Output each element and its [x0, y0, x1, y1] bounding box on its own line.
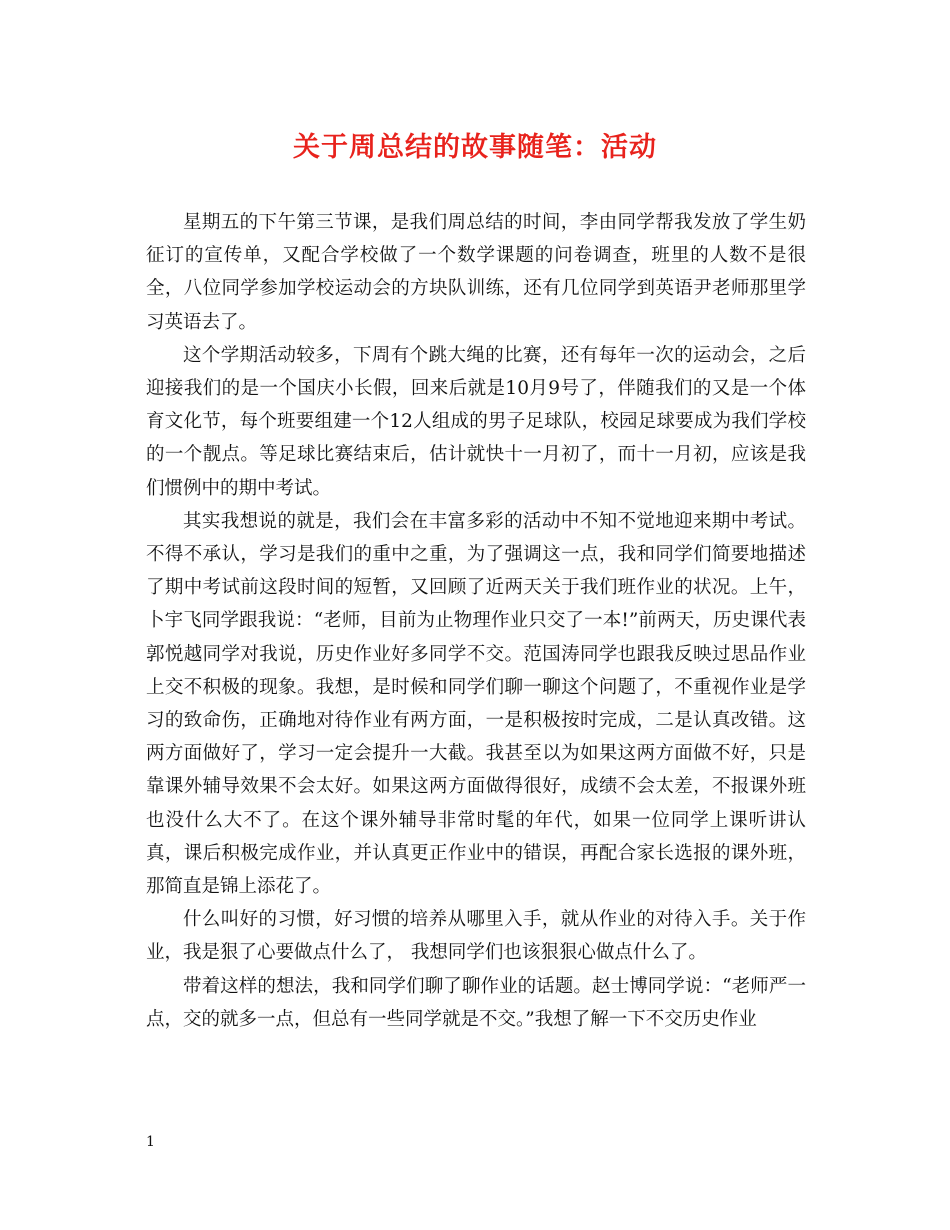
document-title: 关于周总结的故事随笔：活动	[293, 132, 657, 163]
paragraph-1: 星期五的下午第三节课，是我们周总结的时间，李由同学帮我发放了学生奶征订的宣传单，又配合学校做了一个数学课题的问卷调查，班里的人数不是很全，八位同学参加学校运动会的方块队训练，还有几位同学到英语尹老师那里学习英语去了。	[146, 212, 806, 333]
page-number: 1	[146, 1134, 155, 1150]
paragraph-3: 其实我想说的就是，我们会在丰富多彩的活动中不知不觉地迎来期中考试。不得不承认，学习是我们的重中之重，为了强调这一点，我和同学们简要地描述了期中考试前这段时间的短暂，又回顾了近两天关于我们班作业的状况。上午，卜宇飞同学跟我说：“老师，目前为止物理作业只交了一本!”前两天，历史课代表郭悦越同学对我说，历史作业好多同学不交。范国涛同学也跟我反映过思品作业上交不积极的现象。我想，是时候和同学们聊一聊这个问题了，不重视作业是学习的致命伤，正确地对待作业有两方面，一是积极按时完成，二是认真改错。这两方面做好了，学习一定会提升一大截。我甚至以为如果这两方面做不好，只是靠课外辅导效果不会太好。如果这两方面做得很好，成绩不会太差，不报课外班也没什么大不了。在这个课外辅导非常时髦的年代，如果一位同学上课听讲认真，课后积极完成作业，并认真更正作业中的错误，再配合家长选报的课外班，那简直是锦上添花了。	[146, 510, 806, 898]
paragraph-5: 带着这样的想法，我和同学们聊了聊作业的话题。赵士博同学说：“老师严一点，交的就多一点，但总有一些同学就是不交。”我想了解一下不交历史作业	[146, 975, 806, 1030]
paragraph-4: 什么叫好的习惯，好习惯的培养从哪里入手，就从作业的对待入手。关于作业，我是狠了心要做点什么了， 我想同学们也该狠狠心做点什么了。	[146, 909, 806, 964]
document-body	[146, 206, 806, 1036]
paragraph-2: 这个学期活动较多，下周有个跳大绳的比赛，还有每年一次的运动会，之后迎接我们的是一个国庆小长假，回来后就是10月9号了，伴随我们的又是一个体育文化节，每个班要组建一个12人组成的男子足球队，校园足球要成为我们学校的一个靓点。等足球比赛结束后，估计就快十一月初了，而十一月初，应该是我们惯例中的期中考试。	[146, 344, 806, 499]
